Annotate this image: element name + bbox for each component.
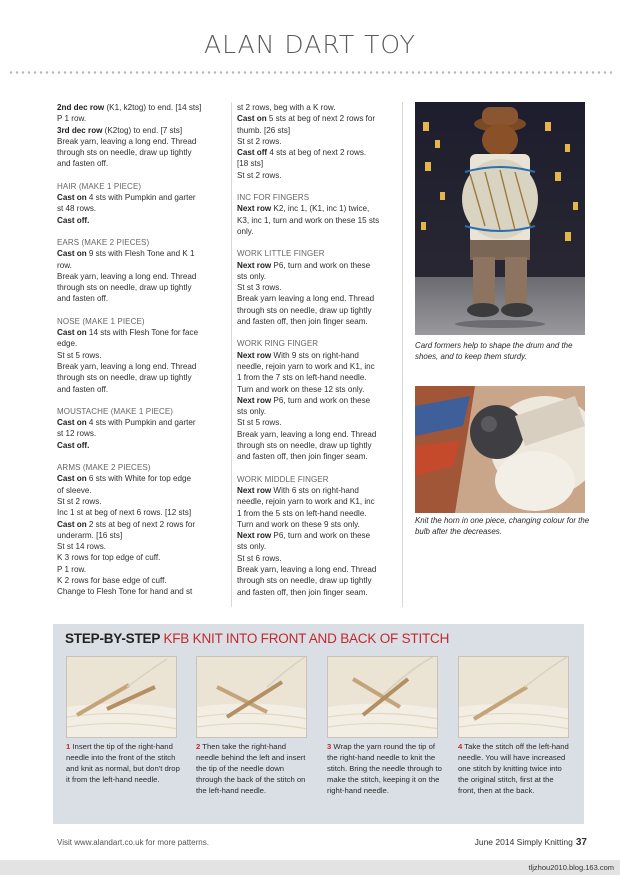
pattern-text: Inc 1 st at beg of next 6 rows. [12 sts] — [57, 508, 192, 518]
pattern-text: K 2 rows for base edge of cuff. — [57, 575, 167, 585]
step-title: KNIT INTO FRONT AND BACK OF STITCH — [192, 631, 450, 646]
pattern-line — [237, 147, 397, 158]
pattern-text: through sts on needle, draw up tightly — [237, 576, 372, 586]
pattern-keyword: Cast on — [57, 418, 87, 428]
pattern-text: through sts on needle, draw up tightly — [237, 441, 372, 451]
pattern-line — [57, 293, 229, 304]
nose-section — [57, 316, 229, 395]
section-heading: INC FOR FINGERS — [237, 193, 310, 203]
pattern-line — [57, 113, 229, 124]
pattern-text: P6, turn and work on these — [271, 531, 371, 541]
photo-caption: Knit the horn in one piece, changing colour for the bulb after the decreases. — [415, 516, 590, 536]
pattern-line — [57, 428, 229, 439]
issue-label: June 2014 Simply Knitting — [474, 837, 573, 847]
pattern-text: 14 sts with Flesh Tone for face — [86, 328, 199, 338]
pattern-line — [57, 350, 229, 361]
step-3-photo — [327, 656, 438, 738]
pattern-line — [57, 496, 229, 507]
pattern-keyword: Cast off. — [57, 215, 90, 225]
arms-section — [57, 462, 229, 598]
pattern-line — [237, 384, 397, 395]
arms-continued-section — [237, 102, 397, 181]
pattern-line — [237, 293, 397, 304]
section-heading: MOUSTACHE (MAKE 1 PIECE) — [57, 406, 174, 416]
pattern-line — [237, 260, 397, 271]
pattern-line — [57, 440, 229, 451]
pattern-line — [237, 158, 397, 169]
pattern-line — [57, 102, 229, 113]
step-3-text — [327, 742, 442, 797]
pattern-keyword: Next row — [237, 531, 272, 541]
pattern-keyword: Cast on — [57, 193, 87, 203]
pattern-line — [237, 170, 397, 181]
step-by-step-label: STEP-BY-STEP — [65, 631, 160, 646]
pattern-text: needle, rejoin yarn to work and K1, inc — [237, 361, 375, 371]
pattern-text: only. — [237, 226, 254, 236]
pattern-line — [57, 338, 229, 349]
pattern-line — [237, 564, 397, 575]
pattern-line — [57, 260, 229, 271]
moustache-section — [57, 406, 229, 451]
pattern-line — [57, 372, 229, 383]
pattern-text: P6, turn and work on these — [271, 395, 371, 405]
section-heading: EARS (MAKE 2 PIECES) — [57, 237, 150, 247]
ears-section — [57, 237, 229, 305]
pattern-text: row. — [57, 260, 72, 270]
page-number: 37 — [575, 837, 587, 848]
pattern-text: 4 sts at beg of next 2 rows. — [267, 148, 367, 158]
inc-fingers-section — [237, 192, 397, 237]
step-4-photo — [458, 656, 569, 738]
pattern-line — [57, 541, 229, 552]
middle-finger-section — [237, 474, 397, 598]
pattern-text: 9 sts with Flesh Tone and K 1 — [86, 249, 195, 259]
pattern-line — [237, 102, 397, 113]
pattern-line — [237, 587, 397, 598]
pattern-line — [237, 305, 397, 316]
pattern-line — [237, 508, 397, 519]
intro-section — [57, 102, 229, 170]
pattern-text: St st 2 rows. — [237, 170, 282, 180]
ring-finger-section — [237, 338, 397, 462]
pattern-text: sts only. — [237, 271, 267, 281]
pattern-text: Turn and work on these 12 sts only. — [237, 384, 365, 394]
pattern-line — [57, 519, 229, 530]
pattern-keyword: Next row — [237, 204, 272, 214]
section-heading: ARMS (MAKE 2 PIECES) — [57, 463, 151, 473]
pattern-line — [57, 203, 229, 214]
pattern-keyword: Next row — [237, 350, 272, 360]
pattern-text: sts only. — [237, 542, 267, 552]
pattern-line — [237, 395, 397, 406]
pattern-text: P 1 row. — [57, 114, 87, 124]
step-number: 2 — [196, 742, 201, 751]
pattern-line — [57, 158, 229, 169]
pattern-text: needle, rejoin yarn to work and K1, inc — [237, 497, 375, 507]
pattern-keyword: Next row — [237, 395, 272, 405]
pattern-line — [57, 507, 229, 518]
pattern-line — [57, 192, 229, 203]
pattern-text: With 6 sts on right-hand — [271, 485, 359, 495]
step-description: Take the stitch off the left-hand needle. You will have increased one stitch by knitting twice into the original stitch, first at the front, then at the back. — [458, 742, 569, 795]
pattern-text: Break yarn, leaving a long end. Thread — [57, 271, 197, 281]
pattern-line — [57, 248, 229, 259]
pattern-line — [57, 147, 229, 158]
footer-website-link[interactable]: Visit www.alandart.co.uk for more patterns. — [57, 838, 209, 847]
pattern-line — [237, 113, 397, 124]
pattern-line — [57, 384, 229, 395]
pattern-keyword: Cast on — [237, 114, 267, 124]
section-heading: WORK MIDDLE FINGER — [237, 474, 329, 484]
pattern-text: St st 5 rows. — [57, 350, 102, 360]
pattern-text: Break yarn, leaving a long end. Thread — [57, 361, 197, 371]
step-by-step-title — [65, 631, 449, 646]
pattern-line — [237, 417, 397, 428]
pattern-text: underarm. [16 sts] — [57, 530, 123, 540]
pattern-keyword: Next row — [237, 260, 272, 270]
pattern-text: [18 sts] — [237, 159, 264, 169]
pattern-line — [237, 440, 397, 451]
pattern-column-left — [57, 102, 229, 609]
step-number: 4 — [458, 742, 463, 751]
pattern-text: 4 sts with Pumpkin and garter — [86, 418, 196, 428]
pattern-keyword: Cast on — [57, 249, 87, 259]
pattern-text: Change to Flesh Tone for hand and st — [57, 587, 193, 597]
pattern-keyword: 3rd dec row — [57, 125, 103, 135]
pattern-line — [237, 519, 397, 530]
step-1-text — [66, 742, 181, 786]
pattern-text: With 9 sts on right-hand — [271, 350, 359, 360]
step-number: 1 — [66, 742, 71, 751]
pattern-line — [237, 553, 397, 564]
pattern-keyword: 2nd dec row — [57, 103, 105, 112]
pattern-line — [237, 203, 397, 214]
pattern-text: thumb. [26 sts] — [237, 125, 291, 135]
pattern-text: through sts on needle, draw up tightly — [57, 148, 192, 158]
pattern-keyword: Cast off. — [57, 440, 90, 450]
step-description: Insert the tip of the right-hand needle into the front of the stitch and knit as normal, but don't drop it from the left-hand needle. — [66, 742, 180, 784]
pattern-line — [57, 575, 229, 586]
pattern-text: St st 2 rows. — [57, 496, 102, 506]
pattern-line — [237, 372, 397, 383]
pattern-line — [57, 282, 229, 293]
pattern-text: 4 sts with Pumpkin and garter — [86, 193, 196, 203]
pattern-text: 1 from the 5 sts on left-hand needle. — [237, 508, 367, 518]
knitted-horn-photo — [415, 386, 585, 513]
pattern-line — [57, 136, 229, 147]
pattern-text: and fasten off. — [57, 159, 109, 169]
pattern-line — [57, 327, 229, 338]
pattern-text: 2 sts at beg of next 2 rows for — [86, 519, 196, 529]
pattern-text: P 1 row. — [57, 564, 87, 574]
page-title: ALAN DART TOY — [204, 30, 416, 59]
pattern-line — [237, 451, 397, 462]
dotted-divider — [8, 71, 612, 74]
pattern-line — [237, 271, 397, 282]
pattern-line — [57, 485, 229, 496]
step-1-photo — [66, 656, 177, 738]
pattern-text: St st 6 rows. — [237, 553, 282, 563]
pattern-line — [237, 316, 397, 327]
pattern-column-middle — [237, 102, 397, 609]
section-heading: HAIR (MAKE 1 PIECE) — [57, 181, 142, 191]
pattern-line — [57, 125, 229, 136]
pattern-line — [237, 530, 397, 541]
pattern-line — [237, 429, 397, 440]
pattern-text: and fasten off, then join finger seam. — [237, 587, 368, 597]
step-description: Wrap the yarn round the tip of the right-hand needle to knit the stitch. Bring the needle through to make the stitch, keeping it on the right-hand needle. — [327, 742, 442, 795]
pattern-keyword: Next row — [237, 485, 272, 495]
bottom-bar — [0, 860, 620, 875]
pattern-line — [237, 406, 397, 417]
pattern-line — [237, 361, 397, 372]
section-heading: NOSE (MAKE 1 PIECE) — [57, 316, 145, 326]
pattern-text: and fasten off. — [57, 384, 109, 394]
step-4-text — [458, 742, 573, 797]
step-number: 3 — [327, 742, 332, 751]
pattern-text: P6, turn and work on these — [271, 260, 371, 270]
pattern-line — [237, 226, 397, 237]
watermark-text: tljzhou2010.blog.163.com — [528, 863, 614, 872]
pattern-text: (K2tog) to end. [7 sts] — [102, 125, 183, 135]
section-heading: WORK LITTLE FINGER — [237, 249, 325, 259]
pattern-line — [237, 485, 397, 496]
column-divider — [402, 102, 403, 607]
pattern-line — [57, 552, 229, 563]
pattern-text: Turn and work on these 9 sts only. — [237, 519, 360, 529]
pattern-text: sts only. — [237, 407, 267, 417]
column-divider — [231, 102, 232, 607]
pattern-keyword: Cast on — [57, 328, 87, 338]
pattern-text: st 12 rows. — [57, 429, 97, 439]
pattern-line — [237, 136, 397, 147]
pattern-text: St st 5 rows. — [237, 418, 282, 428]
pattern-text: and fasten off, then join finger seam. — [237, 452, 368, 462]
pattern-line — [237, 496, 397, 507]
pattern-text: St st 3 rows. — [237, 283, 282, 293]
pattern-text: through sts on needle, draw up tightly — [57, 373, 192, 383]
pattern-text: Break yarn, leaving a long end. Thread — [237, 429, 377, 439]
step-2-text — [196, 742, 311, 797]
pattern-line — [57, 361, 229, 372]
pattern-text: and fasten off, then join finger seam. — [237, 317, 368, 327]
pattern-keyword: Cast on — [57, 474, 87, 484]
pattern-line — [57, 586, 229, 597]
pattern-text: edge. — [57, 339, 78, 349]
pattern-line — [57, 271, 229, 282]
pattern-text: Break yarn leaving a long end. Thread — [237, 294, 375, 304]
pattern-line — [57, 417, 229, 428]
pattern-line — [57, 215, 229, 226]
step-code: KFB — [163, 631, 190, 646]
pattern-text: K3, inc 1, turn and work on these 15 sts — [237, 215, 380, 225]
photo-caption: Card formers help to shape the drum and the shoes, and to keep them sturdy. — [415, 341, 573, 361]
pattern-text: st 2 rows, beg with a K row. — [237, 103, 336, 112]
footer-issue — [475, 837, 587, 848]
pattern-text: 5 sts at beg of next 2 rows for — [266, 114, 376, 124]
pattern-text: K 3 rows for top edge of cuff. — [57, 553, 161, 563]
pattern-text: Break yarn, leaving a long end. Thread — [237, 564, 377, 574]
hair-section — [57, 181, 229, 226]
toy-drummer-photo — [415, 102, 585, 335]
pattern-text: 6 sts with White for top edge — [86, 474, 192, 484]
step-2-photo — [196, 656, 307, 738]
pattern-text: (K1, k2tog) to end. [14 sts] — [104, 103, 202, 112]
little-finger-section — [237, 248, 397, 327]
pattern-line — [237, 125, 397, 136]
pattern-text: St st 2 rows. — [237, 136, 282, 146]
pattern-text: Break yarn, leaving a long end. Thread — [57, 136, 197, 146]
pattern-text: through sts on needle, draw up tightly — [237, 305, 372, 315]
pattern-text: and fasten off. — [57, 294, 109, 304]
step-description: Then take the right-hand needle behind the left and insert the tip of the needle down through the back of the stitch on the left-hand needle. — [196, 742, 306, 795]
pattern-line — [237, 282, 397, 293]
pattern-text: through sts on needle, draw up tightly — [57, 283, 192, 293]
pattern-line — [57, 564, 229, 575]
pattern-line — [237, 350, 397, 361]
pattern-keyword: Cast on — [57, 519, 87, 529]
pattern-keyword: Cast off — [237, 148, 268, 158]
pattern-text: St st 14 rows. — [57, 542, 107, 552]
pattern-text: st 48 rows. — [57, 204, 97, 214]
pattern-line — [57, 530, 229, 541]
pattern-line — [237, 575, 397, 586]
pattern-line — [237, 541, 397, 552]
pattern-line — [57, 473, 229, 484]
section-heading: WORK RING FINGER — [237, 339, 319, 349]
pattern-text: 1 from the 7 sts on left-hand needle. — [237, 373, 367, 383]
pattern-line — [237, 215, 397, 226]
pattern-text: of sleeve. — [57, 485, 92, 495]
pattern-text: K2, inc 1, (K1, inc 1) twice, — [271, 204, 370, 214]
